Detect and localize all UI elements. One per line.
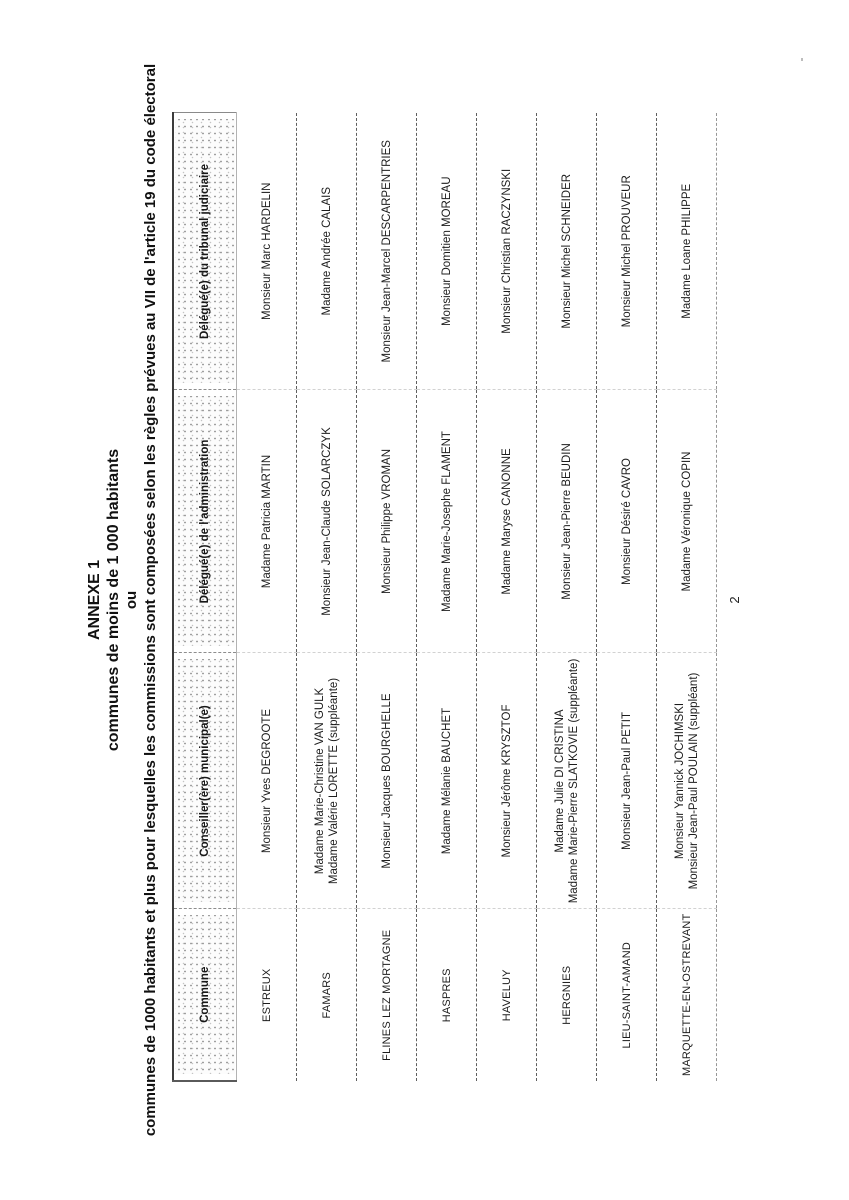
delegue-administration-cell bbox=[237, 390, 297, 653]
cell-line: Monsieur Marc HARDELIN bbox=[260, 182, 273, 320]
cell-line: Madame Loane PHILIPPE bbox=[680, 183, 693, 319]
table-row bbox=[417, 113, 477, 1081]
commune-cell bbox=[477, 909, 537, 1081]
cell-line: Monsieur Yves DEGROOTE bbox=[260, 708, 273, 854]
document-title bbox=[86, 0, 160, 1200]
delegue-tribunal-cell bbox=[537, 113, 597, 390]
title-longline: communes de 1000 habitants et plus pour lesquelles les commissions sont composées selon les règles prévues au VII de l'article 19 du code électoral bbox=[141, 63, 159, 1137]
commune-cell bbox=[357, 909, 417, 1081]
page-number: 2 bbox=[727, 596, 742, 604]
table-row bbox=[297, 113, 357, 1081]
table-row bbox=[537, 113, 597, 1081]
commune-cell bbox=[657, 909, 717, 1081]
cell-line: Monsieur Jean-Marcel DESCARPENTRIES bbox=[380, 140, 393, 363]
cell-line: FAMARS bbox=[320, 972, 333, 1019]
conseiller-cell bbox=[657, 653, 717, 909]
conseiller-cell bbox=[537, 653, 597, 909]
header-delegue-tribunal bbox=[173, 113, 237, 390]
delegue-administration-cell bbox=[597, 390, 657, 653]
cell-line: Madame Véronique COPIN bbox=[680, 451, 693, 592]
cell-line: HAVELUY bbox=[500, 969, 513, 1022]
cell-line: LIEU-SAINT-AMAND bbox=[620, 942, 633, 1049]
header-row bbox=[173, 113, 237, 1081]
cell-line: Madame Julie DI CRISTINA bbox=[553, 709, 566, 853]
delegue-administration-cell bbox=[297, 390, 357, 653]
cell-line: Monsieur Jean-Claude SOLARCZYK bbox=[320, 427, 333, 616]
cell-line: Madame Marie-Christine VAN GULK bbox=[313, 687, 326, 875]
cell-line: FLINES LEZ MORTAGNE bbox=[380, 929, 393, 1061]
header-conseiller-label: Conseiller(ère) municipal(e) bbox=[199, 705, 211, 857]
delegue-tribunal-cell bbox=[477, 113, 537, 390]
header-delegue-tribunal-label: Délégué(e) du tribunal judiciaire bbox=[199, 163, 211, 340]
scan-speck bbox=[801, 58, 803, 61]
delegue-tribunal-cell bbox=[357, 113, 417, 390]
title-ou: ou bbox=[123, 590, 140, 610]
cell-line: Madame Patricia MARTIN bbox=[260, 454, 273, 589]
conseiller-cell bbox=[417, 653, 477, 909]
cell-line: Monsieur Jean-Paul POULAIN (suppléant) bbox=[687, 672, 700, 890]
title-annexe: ANNEXE 1 bbox=[86, 559, 103, 641]
delegue-tribunal-cell bbox=[657, 113, 717, 390]
table-header bbox=[173, 113, 237, 1081]
cell-line: Monsieur Michel PROUVEUR bbox=[620, 175, 633, 328]
conseiller-cell bbox=[237, 653, 297, 909]
delegue-administration-cell bbox=[657, 390, 717, 653]
delegue-administration-cell bbox=[537, 390, 597, 653]
conseiller-cell bbox=[597, 653, 657, 909]
table-row bbox=[477, 113, 537, 1081]
cell-line: ESTREUX bbox=[260, 968, 273, 1022]
delegue-administration-cell bbox=[357, 390, 417, 653]
table-row bbox=[357, 113, 417, 1081]
cell-line: Monsieur Yannick JOCHIMSKI bbox=[673, 702, 686, 860]
cell-line: Madame Valérie LORETTE (suppléante) bbox=[327, 677, 340, 885]
cell-line: Madame Marie-Pierre SLATKOVIE (suppléante) bbox=[567, 658, 580, 904]
annexe-table bbox=[172, 113, 717, 1083]
cell-line: Monsieur Philippe VROMAN bbox=[380, 448, 393, 595]
cell-line: Monsieur Michel SCHNEIDER bbox=[560, 173, 573, 329]
table-row bbox=[597, 113, 657, 1081]
commune-cell bbox=[237, 909, 297, 1081]
cell-line: Monsieur Jean-Pierre BEUDIN bbox=[560, 443, 573, 600]
table-row bbox=[237, 113, 297, 1081]
cell-line: HERGNIES bbox=[560, 965, 573, 1025]
cell-line: Monsieur Jacques BOURGHELLE bbox=[380, 693, 393, 869]
header-conseiller bbox=[173, 653, 237, 909]
cell-line: Monsieur Jérôme KRYSZTOF bbox=[500, 704, 513, 858]
commune-cell bbox=[537, 909, 597, 1081]
cell-line: Monsieur Christian RACZYNSKI bbox=[500, 168, 513, 334]
title-subline: communes de moins de 1 000 habitants bbox=[104, 448, 122, 752]
delegue-tribunal-cell bbox=[297, 113, 357, 390]
conseiller-cell bbox=[297, 653, 357, 909]
header-commune bbox=[173, 909, 237, 1081]
table-row bbox=[657, 113, 717, 1081]
cell-line: MARQUETTE-EN-OSTREVANT bbox=[680, 913, 693, 1076]
delegue-tribunal-cell bbox=[417, 113, 477, 390]
delegue-administration-cell bbox=[417, 390, 477, 653]
cell-line: Monsieur Domitien MOREAU bbox=[440, 176, 453, 327]
delegue-tribunal-cell bbox=[237, 113, 297, 390]
header-commune-label: Commune bbox=[199, 966, 211, 1023]
cell-line: HASPRES bbox=[440, 968, 453, 1023]
commune-cell bbox=[597, 909, 657, 1081]
delegue-administration-cell bbox=[477, 390, 537, 653]
delegue-tribunal-cell bbox=[597, 113, 657, 390]
cell-line: Monsieur Jean-Paul PETIT bbox=[620, 711, 633, 851]
cell-line: Madame Mélanie BAUCHET bbox=[440, 707, 453, 855]
commune-cell bbox=[417, 909, 477, 1081]
cell-line: Madame Marie-Josephe FLAMENT bbox=[440, 431, 453, 612]
header-delegue-administration bbox=[173, 390, 237, 653]
cell-line: Monsieur Désiré CAVRO bbox=[620, 458, 633, 585]
conseiller-cell bbox=[357, 653, 417, 909]
commune-cell bbox=[297, 909, 357, 1081]
table-body bbox=[237, 113, 717, 1081]
cell-line: Madame Andrée CALAIS bbox=[320, 187, 333, 316]
cell-line: Madame Maryse CANONNE bbox=[500, 448, 513, 595]
header-delegue-administration-label: Délégué(e) de l'administration bbox=[199, 439, 211, 604]
conseiller-cell bbox=[477, 653, 537, 909]
